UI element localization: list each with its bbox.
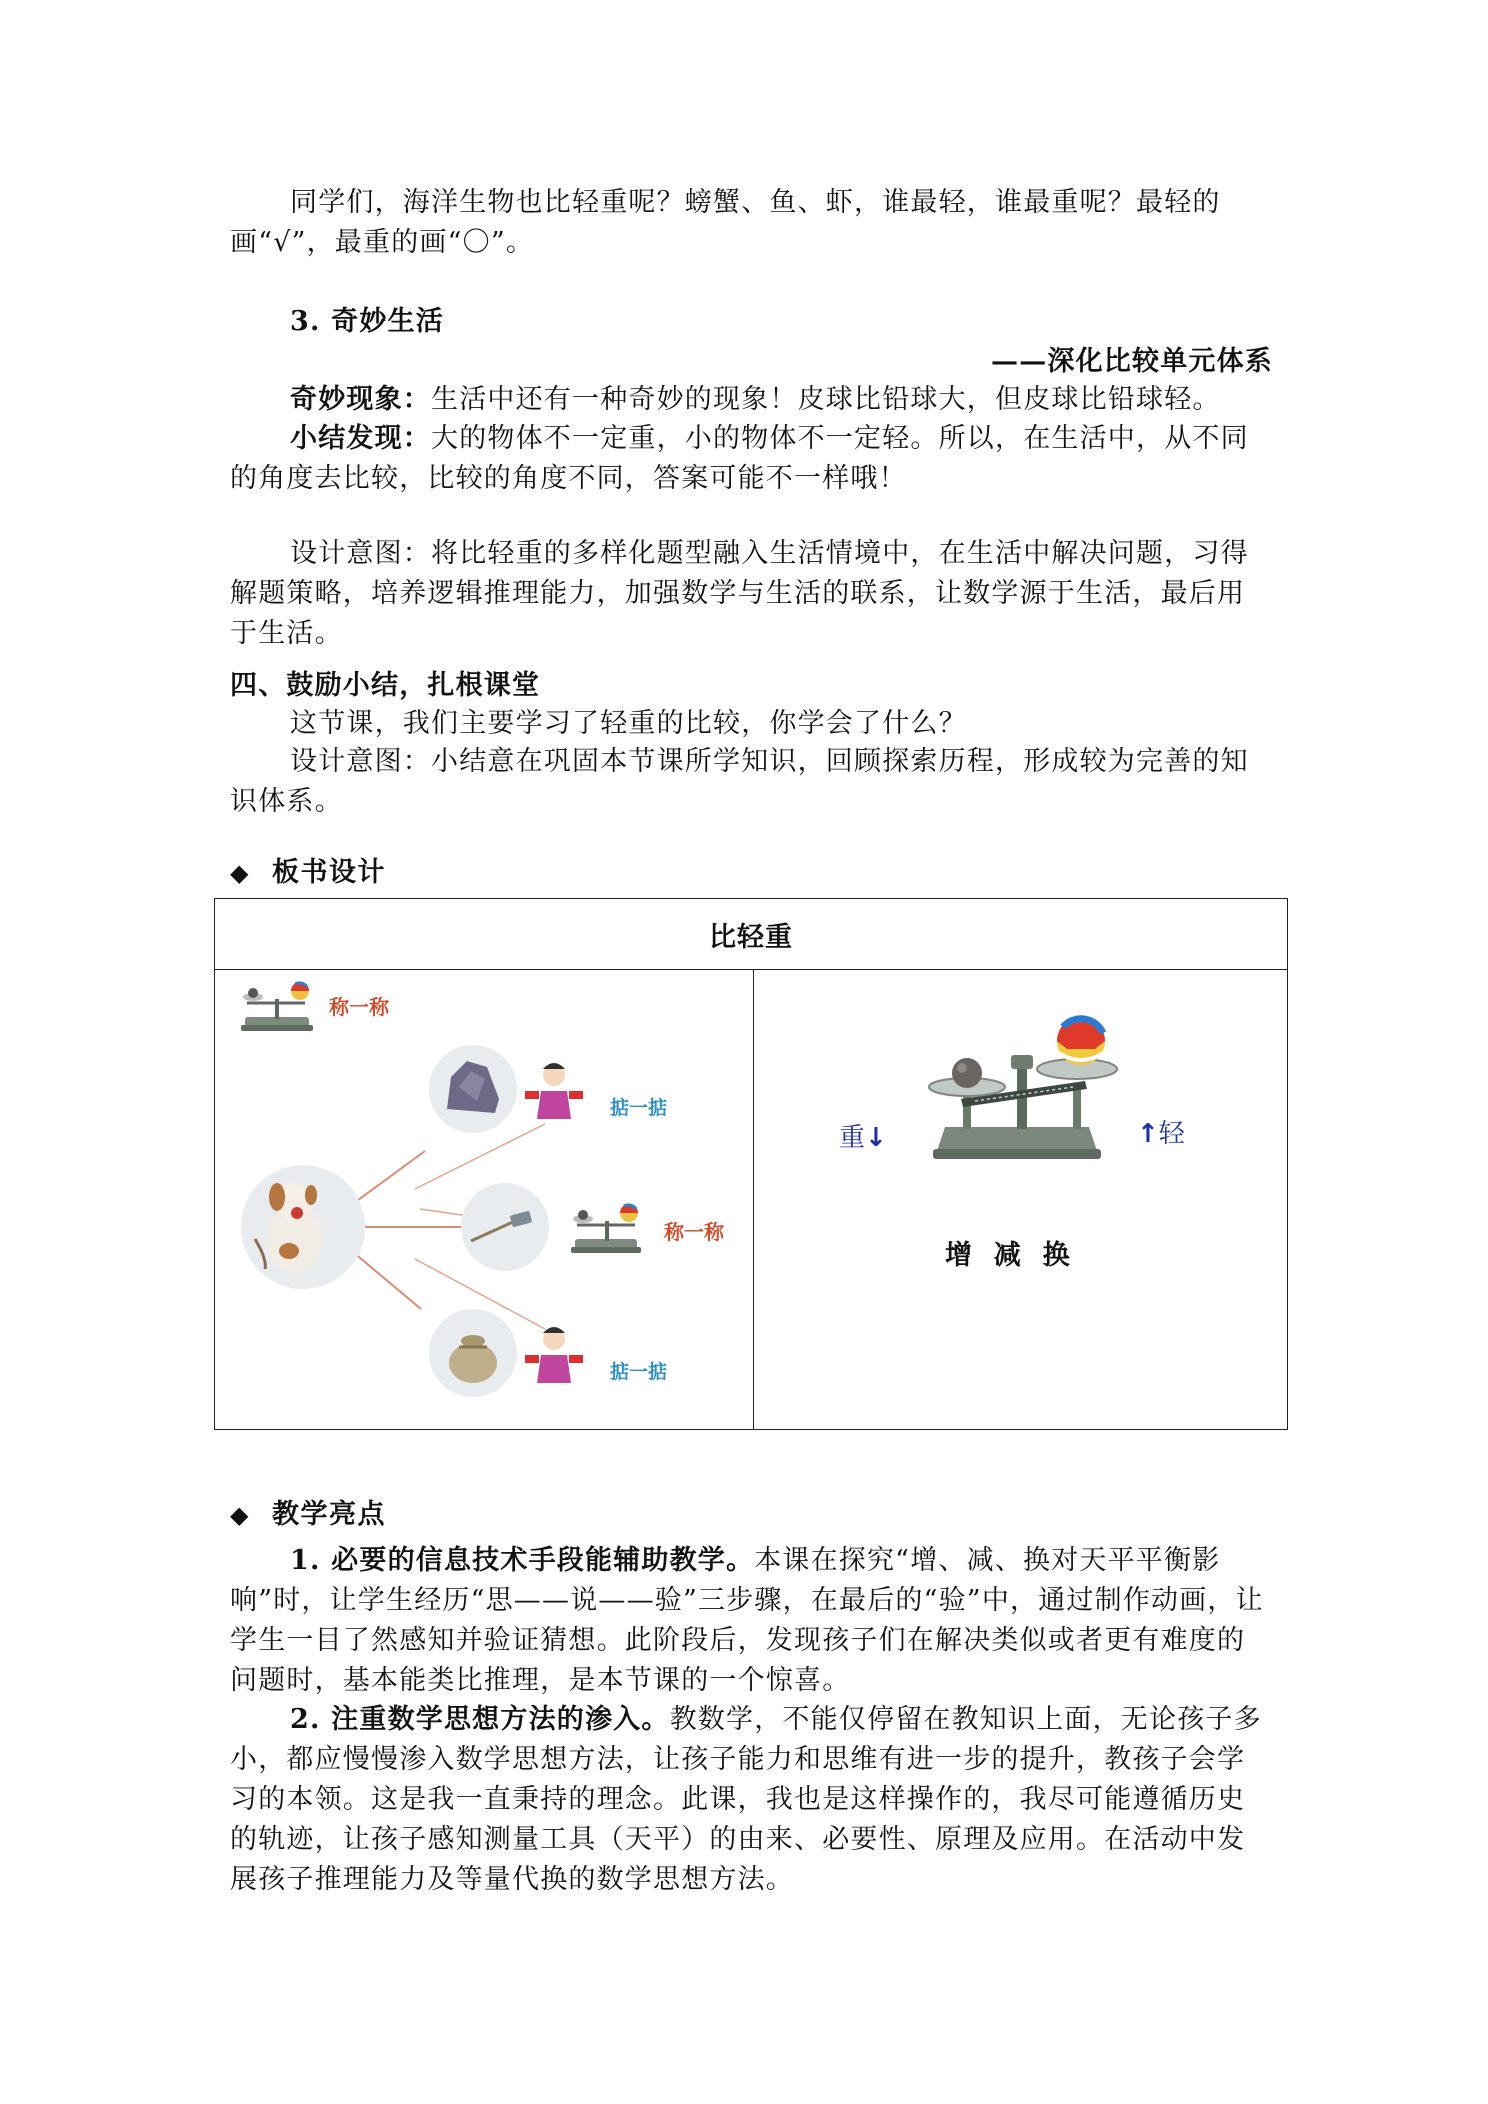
balance-scale-illustration xyxy=(755,969,1287,1429)
diamond-bullet-icon: ◆ xyxy=(230,1500,250,1529)
highlight-item-1-text: 本课在探究“增、减、换对天平平衡影响”时，让学生经历“思——说——验”三步骤，在最后的“验”中，通过制作动画，让学生一目了然感知并验证猜想。此阶段后，发现孩子们在解决类似或者更有难度的问题时，基本能类比推理，是本节课的一个惊喜。 xyxy=(230,1545,1264,1696)
highlight-item-2 xyxy=(230,1700,1273,1900)
intro-paragraph xyxy=(230,183,1273,263)
board-left-cell xyxy=(215,969,753,1429)
highlights-bullet-title: 教学亮点 xyxy=(271,1499,386,1530)
heavy-label: 重 xyxy=(839,1123,866,1153)
section-4-question: 这节课，我们主要学习了轻重的比较，你学会了什么？ xyxy=(290,708,967,739)
connector-line xyxy=(415,1124,545,1189)
heft-label: 掂一掂 xyxy=(610,1097,668,1119)
board-title: 比轻重 xyxy=(215,899,1287,970)
section-4-heading: 四、鼓励小结，扎根课堂 xyxy=(230,670,541,701)
highlight-item-1-label: 1. 必要的信息技术手段能辅助教学。 xyxy=(290,1545,755,1576)
board-design-table xyxy=(214,898,1288,1430)
light-direction-label xyxy=(1137,1113,1185,1150)
phenomenon-text: 生活中还有一种奇妙的现象！皮球比铅球大，但皮球比铅球轻。 xyxy=(431,384,1221,415)
feather-eraser-circle xyxy=(461,1183,549,1271)
finding-text: 大的物体不一定重，小的物体不一定轻。所以，在生活中，从不同的角度去比较，比较的角度不同，答案可能不一样哦！ xyxy=(230,423,1249,494)
section-3-heading: 3. 奇妙生活 xyxy=(290,306,444,337)
finding-paragraph xyxy=(230,419,1273,499)
section-3-design-intent: 设计意图：将比轻重的多样化题型融入生活情境中，在生活中解决问题，习得解题策略，培养逻辑推理能力，加强数学与生活的联系，让数学源于生活，最后用于生活。 xyxy=(230,538,1249,649)
small-balance-icon xyxy=(241,982,313,1031)
bag-circle xyxy=(429,1309,517,1397)
board-divider xyxy=(753,969,754,1429)
highlight-item-2-label: 2. 注重数学思想方法的渗入。 xyxy=(290,1704,670,1735)
arrow-up-icon: ↑ xyxy=(1137,1119,1159,1149)
heavy-direction-label xyxy=(839,1117,887,1154)
finding-label: 小结发现： xyxy=(290,423,431,454)
heft-label: 掂一掂 xyxy=(610,1361,668,1383)
highlight-item-2-text: 教数学，不能仅停留在教知识上面，无论孩子多小，都应慢慢渗入数学思想方法，让孩子能力和思维有进一步的提升，教孩子会学习的本领。这是我一直秉持的理念。此课，我也是这样操作的，我尽可能遵循历史的轨迹，让孩子感知测量工具（天平）的由来、必要性、原理及应用。在活动中发展孩子推理能力及等量代换的数学思想方法。 xyxy=(230,1704,1262,1895)
mind-map-illustration xyxy=(215,969,753,1429)
phenomenon-paragraph xyxy=(230,380,1273,420)
section-3-subtitle: ——深化比较单元体系 xyxy=(991,346,1273,377)
highlights-bullet-heading xyxy=(230,1492,386,1531)
highlight-item-1 xyxy=(230,1541,1273,1701)
operations-label: 增 减 换 xyxy=(945,1240,1071,1271)
board-bullet-title: 板书设计 xyxy=(271,857,386,888)
intro-line-2: 画“√”，最重的画“〇”。 xyxy=(230,227,535,258)
weigh-label: 称一称 xyxy=(664,1220,724,1244)
dog-circle xyxy=(241,1165,365,1289)
board-bullet-heading xyxy=(230,850,386,889)
weigh-label: 称一称 xyxy=(329,995,389,1019)
section-4-design-intent: 设计意图：小结意在巩固本节课所学知识，回顾探索历程，形成较为完善的知识体系。 xyxy=(230,746,1249,817)
phenomenon-label: 奇妙现象： xyxy=(290,384,431,415)
intro-line-1: 同学们，海洋生物也比轻重呢？螃蟹、鱼、虾，谁最轻，谁最重呢？最轻的 xyxy=(290,187,1221,218)
board-right-cell xyxy=(755,969,1287,1429)
balance-scale-icon xyxy=(929,1017,1117,1159)
light-label: 轻 xyxy=(1158,1119,1185,1149)
child-icon xyxy=(525,1063,583,1119)
child-icon xyxy=(525,1327,583,1383)
small-balance-icon xyxy=(571,1204,641,1253)
rock-circle xyxy=(429,1045,517,1133)
diamond-bullet-icon: ◆ xyxy=(230,858,250,887)
arrow-down-icon: ↓ xyxy=(865,1123,887,1153)
